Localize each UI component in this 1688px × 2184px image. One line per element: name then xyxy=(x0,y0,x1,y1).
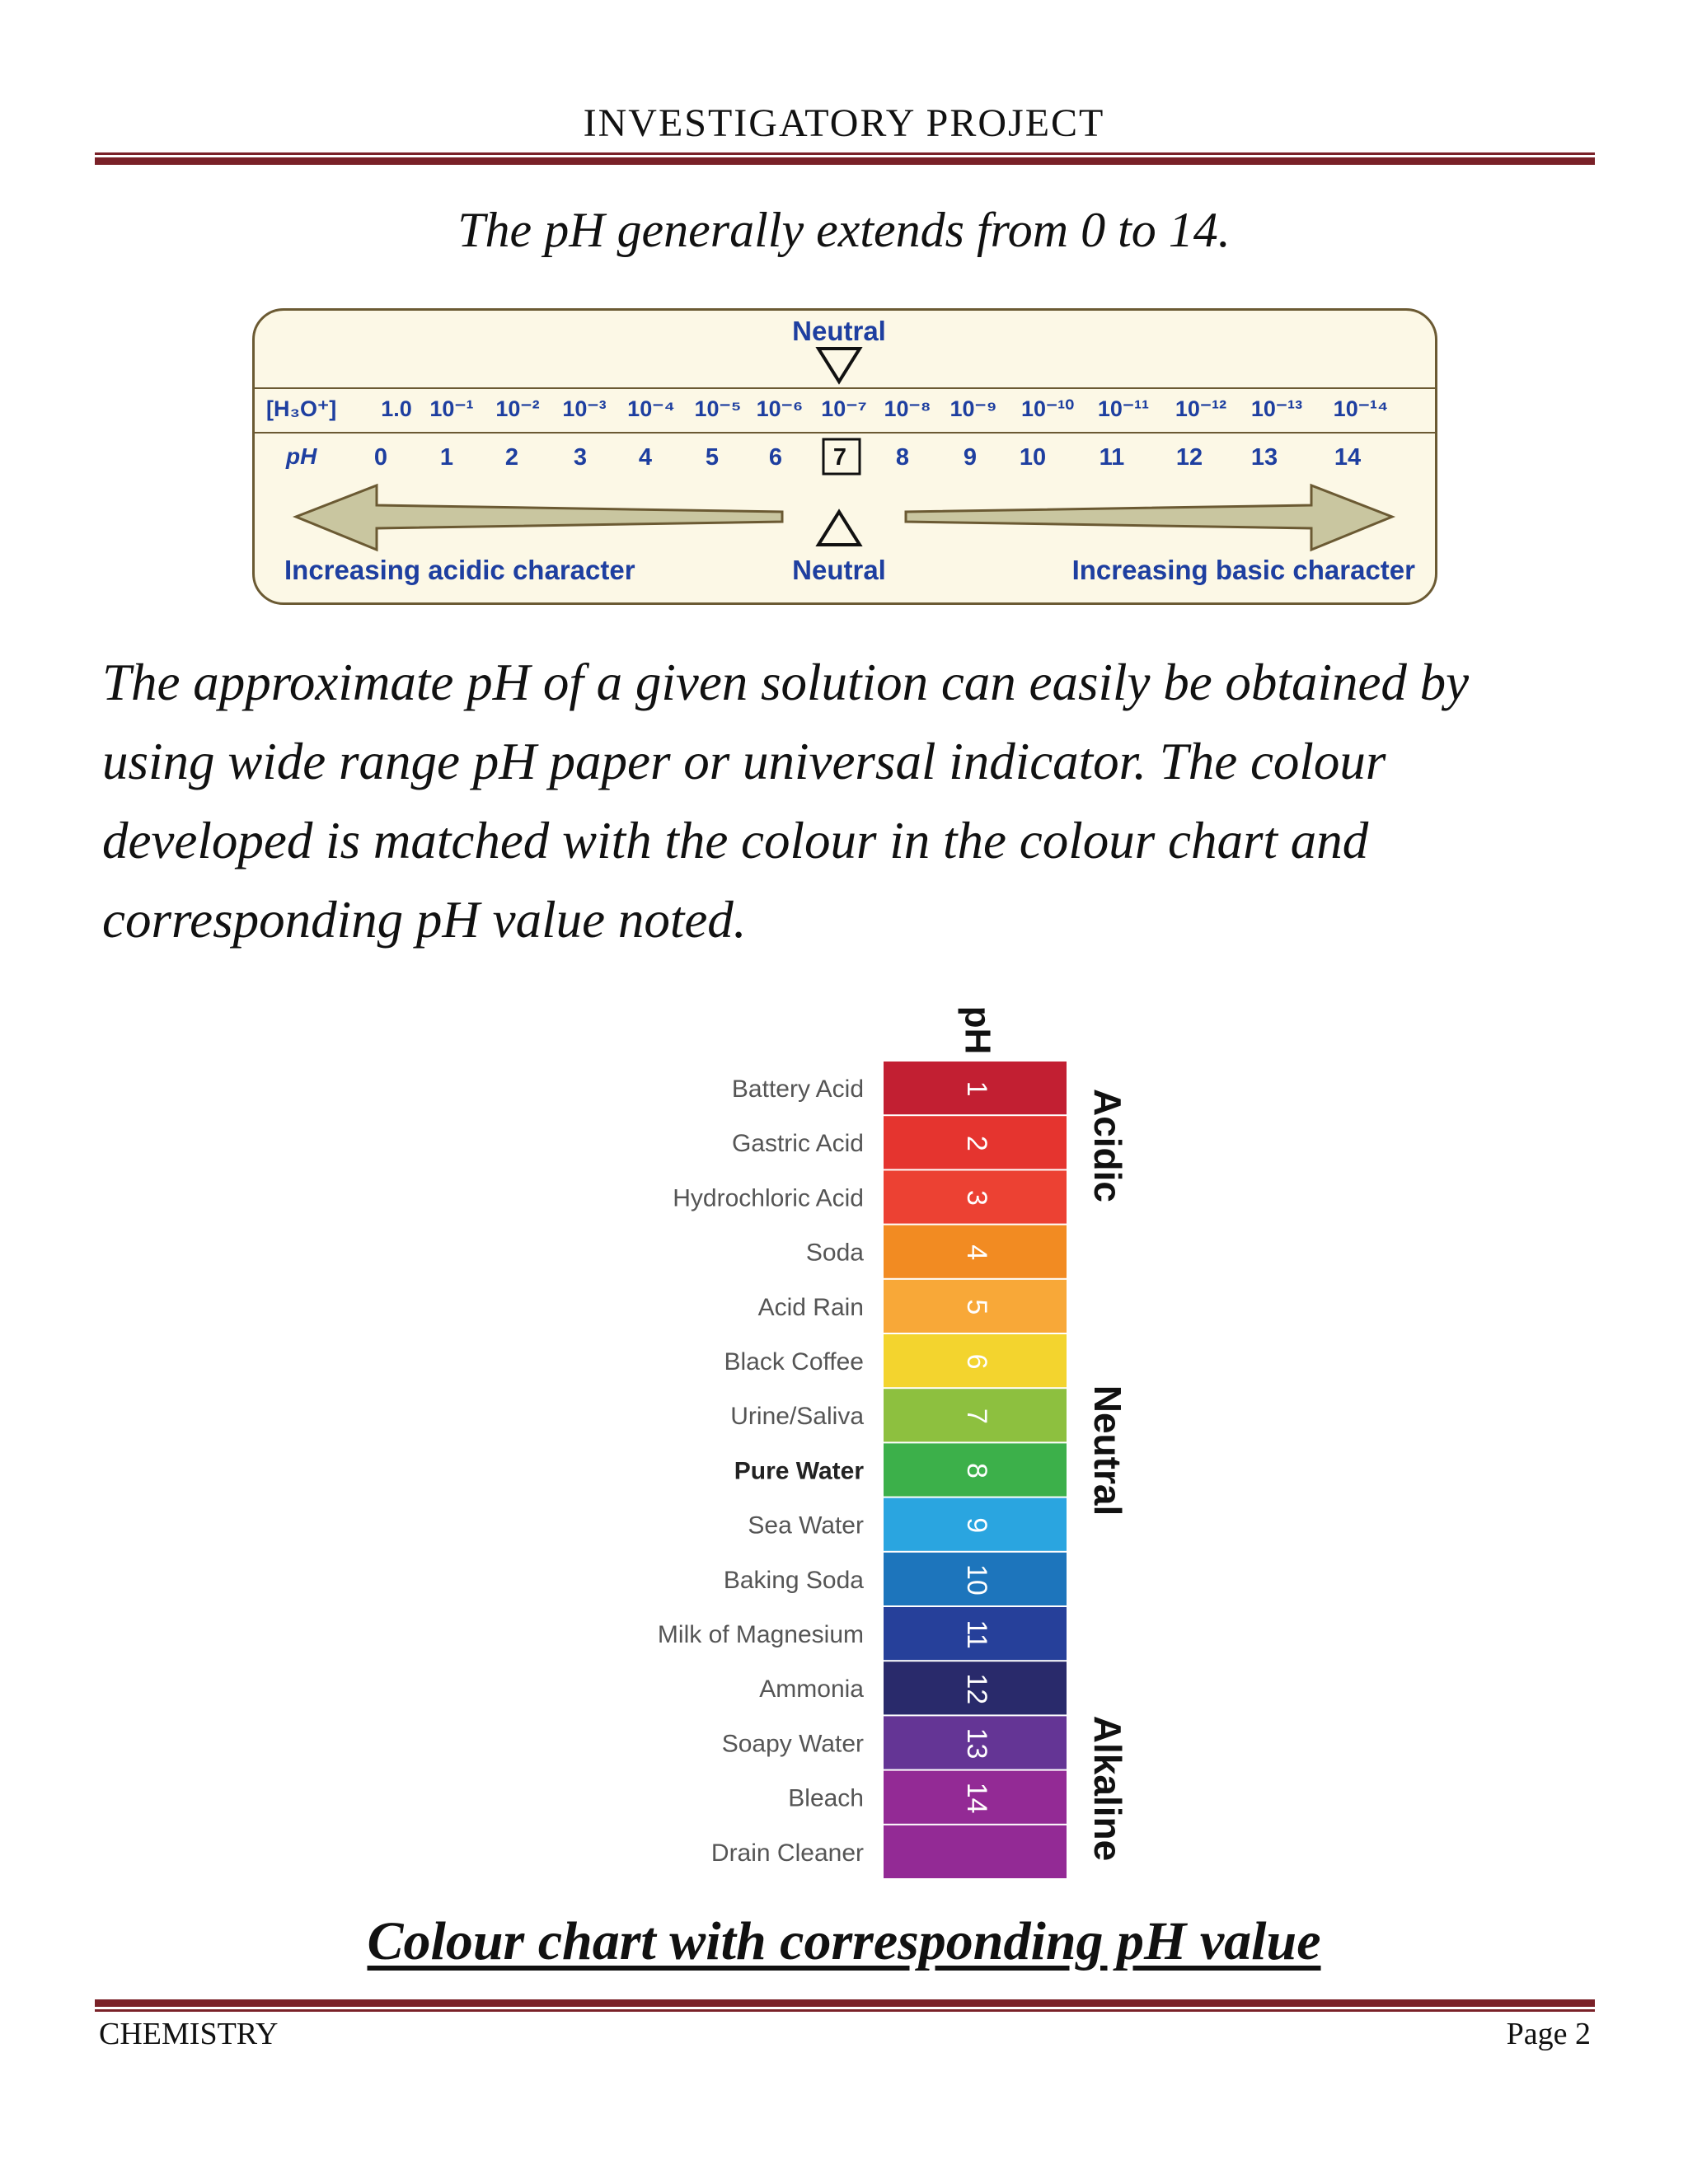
substance-label: Gastric Acid xyxy=(731,1130,864,1158)
neutral-bottom-label: Neutral xyxy=(792,555,886,585)
ph-band-number: 14 xyxy=(961,1782,993,1814)
concentration-value: 10⁻⁴ xyxy=(627,396,675,421)
paragraph-line: developed is matched with the colour in the colour chart and xyxy=(102,812,1369,869)
footer-subject: CHEMISTRY xyxy=(99,2017,279,2051)
chart-caption: Colour chart with corresponding pH value xyxy=(367,1911,1321,1971)
paragraph-line: The approximate pH of a given solution can easily be obtained by xyxy=(102,654,1470,711)
ph-band-number: 3 xyxy=(961,1190,993,1206)
ph-value: 12 xyxy=(1175,444,1203,471)
ph-band-number: 13 xyxy=(961,1727,993,1760)
ph-value: 0 xyxy=(373,444,388,471)
ph-value: 13 xyxy=(1250,444,1278,471)
paragraph-line: using wide range pH paper or universal indicator. The colour xyxy=(102,733,1386,790)
acidic-arrow-icon xyxy=(296,485,782,550)
ph-value: 10 xyxy=(1019,444,1047,471)
concentration-value: 10⁻¹¹ xyxy=(1097,396,1150,421)
concentration-value: 10⁻¹³ xyxy=(1250,396,1303,421)
ph-value: 9 xyxy=(963,444,978,471)
ph-value: 1 xyxy=(439,444,454,471)
basic-arrow-icon xyxy=(906,485,1392,550)
substance-label: Urine/Saliva xyxy=(730,1403,864,1431)
ph-band-number: 12 xyxy=(961,1673,993,1705)
ph-value: 11 xyxy=(1099,444,1125,471)
ph-value: 6 xyxy=(768,444,783,471)
concentration-value: 10⁻⁹ xyxy=(950,396,997,421)
ph-value: 3 xyxy=(573,444,588,471)
footer-page-number: Page 2 xyxy=(1506,2017,1591,2051)
substance-label: Sea Water xyxy=(748,1511,864,1540)
chart-title: pH xyxy=(957,1005,998,1055)
concentration-value: 10⁻⁶ xyxy=(756,396,804,421)
concentration-value: 10⁻⁵ xyxy=(694,396,742,421)
ph-scale-svg xyxy=(255,311,1435,602)
ph-value: 7 xyxy=(832,444,847,471)
footer-rule-thin xyxy=(95,2009,1595,2012)
basic-label: Increasing basic character xyxy=(1071,555,1415,585)
footer-rule xyxy=(95,1999,1595,2007)
ph-group-label: Alkaline xyxy=(1085,1715,1129,1862)
ph-band-number: 5 xyxy=(961,1299,993,1315)
substance-label: Hydrochloric Acid xyxy=(673,1184,864,1212)
substance-label: Drain Cleaner xyxy=(710,1839,864,1867)
neutral-down-triangle-icon xyxy=(818,349,860,382)
ph-band-number: 7 xyxy=(961,1408,993,1424)
substance-label: Acid Rain xyxy=(757,1293,864,1321)
concentration-value: 10⁻³ xyxy=(562,396,607,421)
substance-label: Pure Water xyxy=(734,1457,864,1485)
neutral-up-triangle-icon xyxy=(818,512,860,545)
ph-band-number: 10 xyxy=(961,1563,993,1596)
concentration-value: 10⁻¹ xyxy=(429,396,474,421)
concentration-value: 10⁻⁷ xyxy=(821,396,867,421)
ph-band-number: 4 xyxy=(961,1244,993,1261)
concentration-value: 1.0 xyxy=(381,396,412,421)
concentration-value: 10⁻¹² xyxy=(1175,396,1227,421)
concentration-value: 10⁻¹⁰ xyxy=(1020,396,1075,421)
ph-value: 14 xyxy=(1334,444,1362,471)
neutral-top-label: Neutral xyxy=(792,316,886,346)
ph-band-number: 8 xyxy=(961,1463,993,1479)
ph-band-number: 2 xyxy=(961,1135,993,1151)
substance-label: Soapy Water xyxy=(721,1730,864,1758)
page-header-title: INVESTIGATORY PROJECT xyxy=(583,101,1105,145)
substance-label: Black Coffee xyxy=(724,1348,864,1376)
substance-label: Soda xyxy=(805,1239,864,1267)
substance-label: Milk of Magnesium xyxy=(657,1621,864,1649)
substance-label: Battery Acid xyxy=(731,1076,864,1104)
ph-group-label: Acidic xyxy=(1085,1088,1129,1203)
ph-colour-chart xyxy=(560,981,1137,1879)
ph-band-number: 11 xyxy=(961,1619,993,1649)
h3o-label: [H₃O⁺] xyxy=(266,396,337,421)
explanation-paragraph xyxy=(102,643,1586,959)
substance-label: Ammonia xyxy=(759,1675,864,1704)
concentration-value: 10⁻¹⁴ xyxy=(1333,396,1389,421)
header-rule-thin xyxy=(95,152,1595,155)
ph-band-number: 6 xyxy=(961,1353,993,1370)
paragraph-line: corresponding pH value noted. xyxy=(102,891,747,949)
ph-row-label: pH xyxy=(286,443,317,469)
concentration-value: 10⁻⁸ xyxy=(884,396,931,421)
substance-label: Baking Soda xyxy=(723,1566,864,1594)
ph-colour-band xyxy=(884,1825,1067,1878)
ph-group-label: Neutral xyxy=(1085,1385,1129,1516)
substance-label: Bleach xyxy=(788,1784,864,1812)
ph-value: 2 xyxy=(504,444,519,471)
intro-sentence: The pH generally extends from 0 to 14. xyxy=(457,203,1231,257)
ph-band-number: 1 xyxy=(961,1080,993,1097)
ph-band-number: 9 xyxy=(961,1517,993,1534)
ph-value: 4 xyxy=(638,444,653,471)
ph-value: 8 xyxy=(895,444,910,471)
ph-scale-diagram xyxy=(252,308,1437,605)
acidic-label: Increasing acidic character xyxy=(284,555,635,585)
concentration-value: 10⁻² xyxy=(495,396,540,421)
ph-value: 5 xyxy=(705,444,720,471)
header-rule xyxy=(95,157,1595,165)
